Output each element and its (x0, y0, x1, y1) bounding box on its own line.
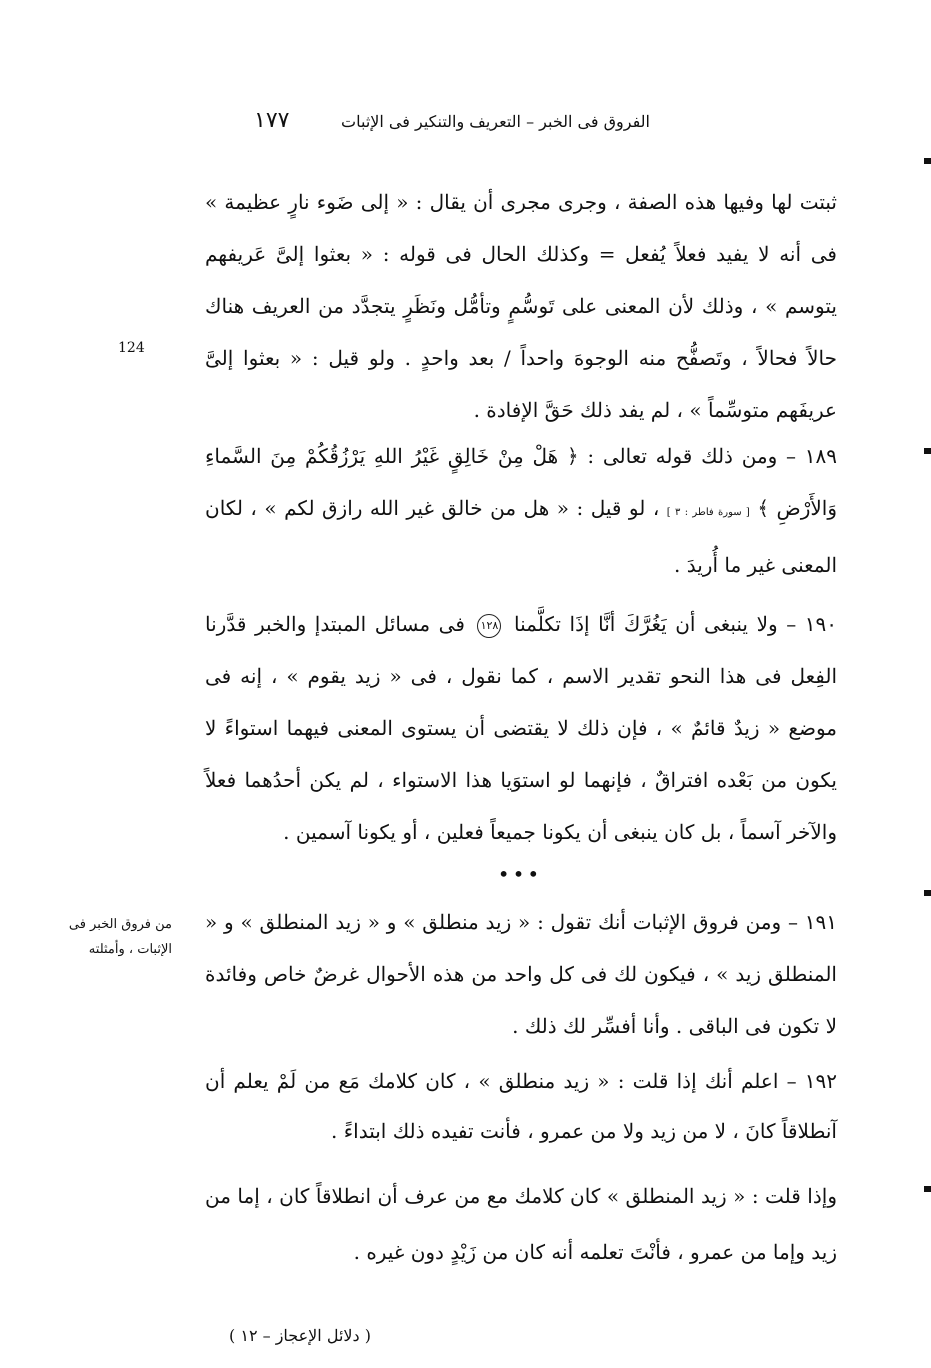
paragraph-191-text: ١٩١ – ومن فروق الإثبات أنك تقول : « زيد منطلق » و « زيد المنطلق » و « المنطلق زيد » ، فيكون لك فى كل واحد من هذه الأحوال غرضٌ خاص وفائدة لا تكون فى الباقى . وأنا أفسِّر لك ذلك . (205, 910, 837, 1038)
paragraph-1 (205, 176, 837, 436)
page-number: ١٧٧ (254, 108, 290, 133)
paragraph-192-text: ١٩٢ – اعلم أنك إذا قلت : « زيد منطلق » ، كان كلامك مَع من لَمْ يعلم أن آنطلاقاً كانَ ، لا من زيد ولا من عمرو ، فأنت تفيده ذلك ابتداءً . (205, 1069, 837, 1143)
running-header (250, 108, 650, 142)
paragraph-190 (205, 598, 837, 858)
margin-side-note: من فروق الخبر فى الإثبات ، وأمثلته (68, 917, 172, 957)
paragraph-1-text: ثبتت لها وفيها هذه الصفة ، وجرى مجرى أن يقال : « إلى ضَوء نارٍ عظيمة » فى أنه لا يفيد فعلاً يُفعل = وكذلك الحال فى قوله : « بعثوا إلىَّ عَريفهم يتوسم » ، وذلك لأن المعنى على تَوسُّمٍ وتأمُّل ونَظَرٍ يتجدَّد من العريف هناك حالاً فحالاً ، وتَصفُّح منه الوجوهَ واحداً / بعد واحدٍ . ولو قيل : « بعثوا إلىَّ عريفَهم متوسِّماً » ، لم يفد ذلك حَقَّ الإفادة . (205, 190, 837, 422)
paragraph-189-text (205, 430, 837, 591)
paragraph-189-continuation: ، لو قيل : « هل من خالق غير الله رازق لكم » ، لكان المعنى غير ما أُريدَ . (205, 496, 837, 577)
edge-mark (924, 890, 931, 896)
page-footer-signature: ( دلائل الإعجاز – ١٢ ) (229, 1326, 371, 1345)
paragraph-190-continuation: فى مسائل المبتدإ والخبر قدَّرنا الفِعل فى هذا النحو تقدير الاسم ، كما نقول ، فى « زيد يقوم » ، إنه فى موضع « زيدٌ قائمٌ » ، فإن ذلك لا يقتضى أن يستوى المعنى فيهما استواءً لا يكون من بَعْده افتراقٌ ، فإنهما لو استوَيا هذا الاستواء ، لم يكن أحدُهما فعلاً والآخر آسماً ، بل كان ينبغى أن يكونا جميعاً فعلين ، أو يكونا آسمين . (205, 612, 838, 844)
paragraph-final (205, 1168, 837, 1280)
paragraph-192 (205, 1056, 837, 1156)
edge-mark (924, 1186, 931, 1192)
manuscript-marker: ١٢٨ (477, 614, 501, 638)
paragraph-final-text: وإذا قلت : « زيد المنطلق » كان كلامك مع من عرف أن انطلاقاً كان ، إما من زيد وإما من عمرو ، فأنْتَ تعلمه أنه كان من زَيْدٍ دون غيره . (205, 1184, 837, 1264)
edge-mark (924, 158, 931, 164)
header-title: الفروق فى الخبر – التعريف والتنكير فى الإثبات (341, 112, 650, 131)
paragraph-189 (205, 430, 837, 591)
edition-page-number: 124 (118, 340, 145, 356)
paragraph-191 (205, 896, 837, 1052)
paragraph-190-start: ١٩٠ – ولا ينبغى أن يَغُرَّكَ أنَّا إذَا تكلَّمنا (514, 612, 838, 636)
sura-reference: [ سورة فاطر : ٣ ] (666, 507, 750, 518)
quran-verse: ١٨٩ – ومن ذلك قوله تعالى : ﴿ هَلْ مِنْ خَالِقٍ غَيْرُ اللهِ يَرْزُقُكُمْ مِنَ السَّماءِ وَالأَرْضِ ﴾ (205, 444, 837, 520)
section-separator: ••• (497, 862, 543, 886)
edge-mark (924, 448, 931, 454)
paragraph-190-text (205, 598, 837, 858)
